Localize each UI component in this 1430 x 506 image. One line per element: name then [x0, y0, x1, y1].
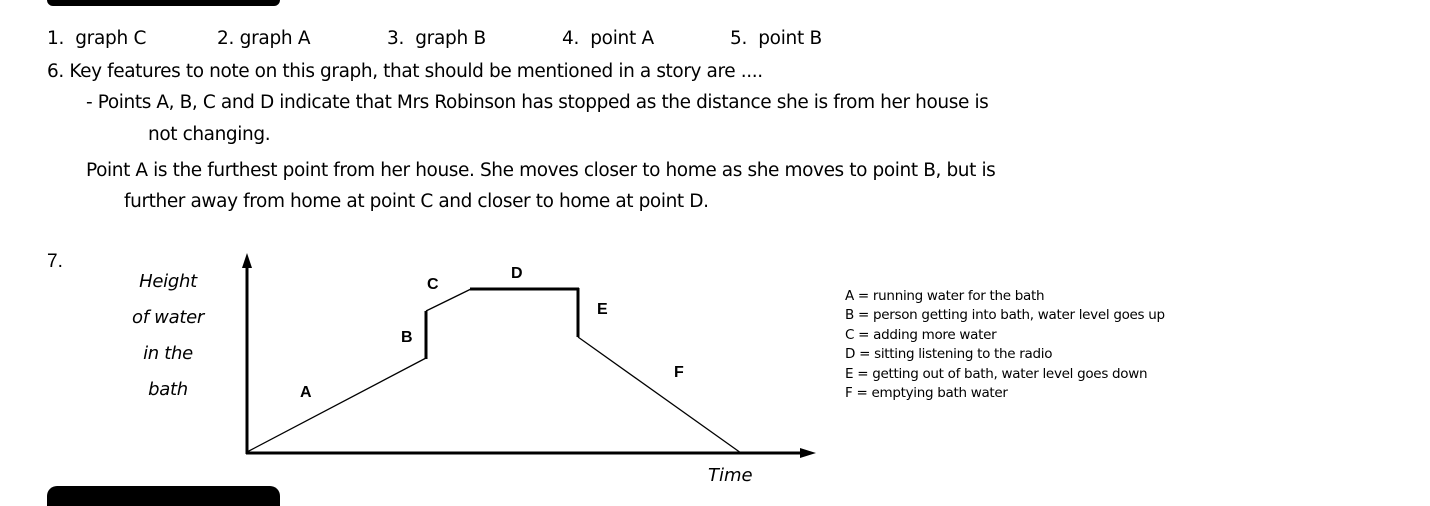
answer-3: 3. graph B	[387, 28, 486, 49]
q6-para-line2: further away from home at point C and closer to home at point D.	[124, 191, 709, 212]
segment-label-f: F	[674, 364, 684, 381]
answer-2: 2. graph A	[217, 28, 311, 49]
segment-f	[578, 337, 741, 453]
answer-5: 5. point B	[730, 28, 822, 49]
legend-item-c: C = adding more water	[845, 326, 997, 343]
q6-para-line1: Point A is the furthest point from her house. She moves closer to home as she moves to point B, but is	[86, 160, 996, 181]
legend-item-d: D = sitting listening to the radio	[845, 346, 1053, 363]
segment-label-e: E	[597, 301, 608, 318]
x-axis-label: Time	[708, 465, 753, 486]
y-axis-label: Height of water in the bath	[132, 271, 204, 400]
q6-bullet-line2: not changing.	[148, 124, 271, 145]
legend-item-a: A = running water for the bath	[845, 288, 1045, 304]
q6-intro: 6. Key features to note on this graph, that should be mentioned in a story are ....	[47, 61, 763, 82]
legend-item-b: B = person getting into bath, water level goes up	[845, 307, 1165, 324]
segment-label-c: C	[427, 276, 439, 293]
segment-label-a: A	[300, 384, 312, 401]
segment-label-b: B	[401, 329, 413, 346]
section-footer-bar	[47, 486, 280, 506]
segment-label-d: D	[511, 265, 523, 282]
legend-item-e: E = getting out of bath, water level goes down	[845, 365, 1148, 382]
legend-item-f: F = emptying bath water	[845, 385, 1008, 402]
y-axis-arrow-icon	[242, 253, 252, 268]
graph-legend	[845, 287, 1165, 403]
q7-number: 7.	[47, 251, 63, 272]
x-axis-arrow-icon	[800, 448, 816, 458]
q6-bullet-line1: - Points A, B, C and D indicate that Mrs Robinson has stopped as the distance she is from her house is	[86, 92, 989, 113]
answer-4: 4. point A	[562, 28, 654, 49]
answer-1: 1. graph C	[47, 28, 147, 49]
segment-a	[247, 358, 426, 452]
